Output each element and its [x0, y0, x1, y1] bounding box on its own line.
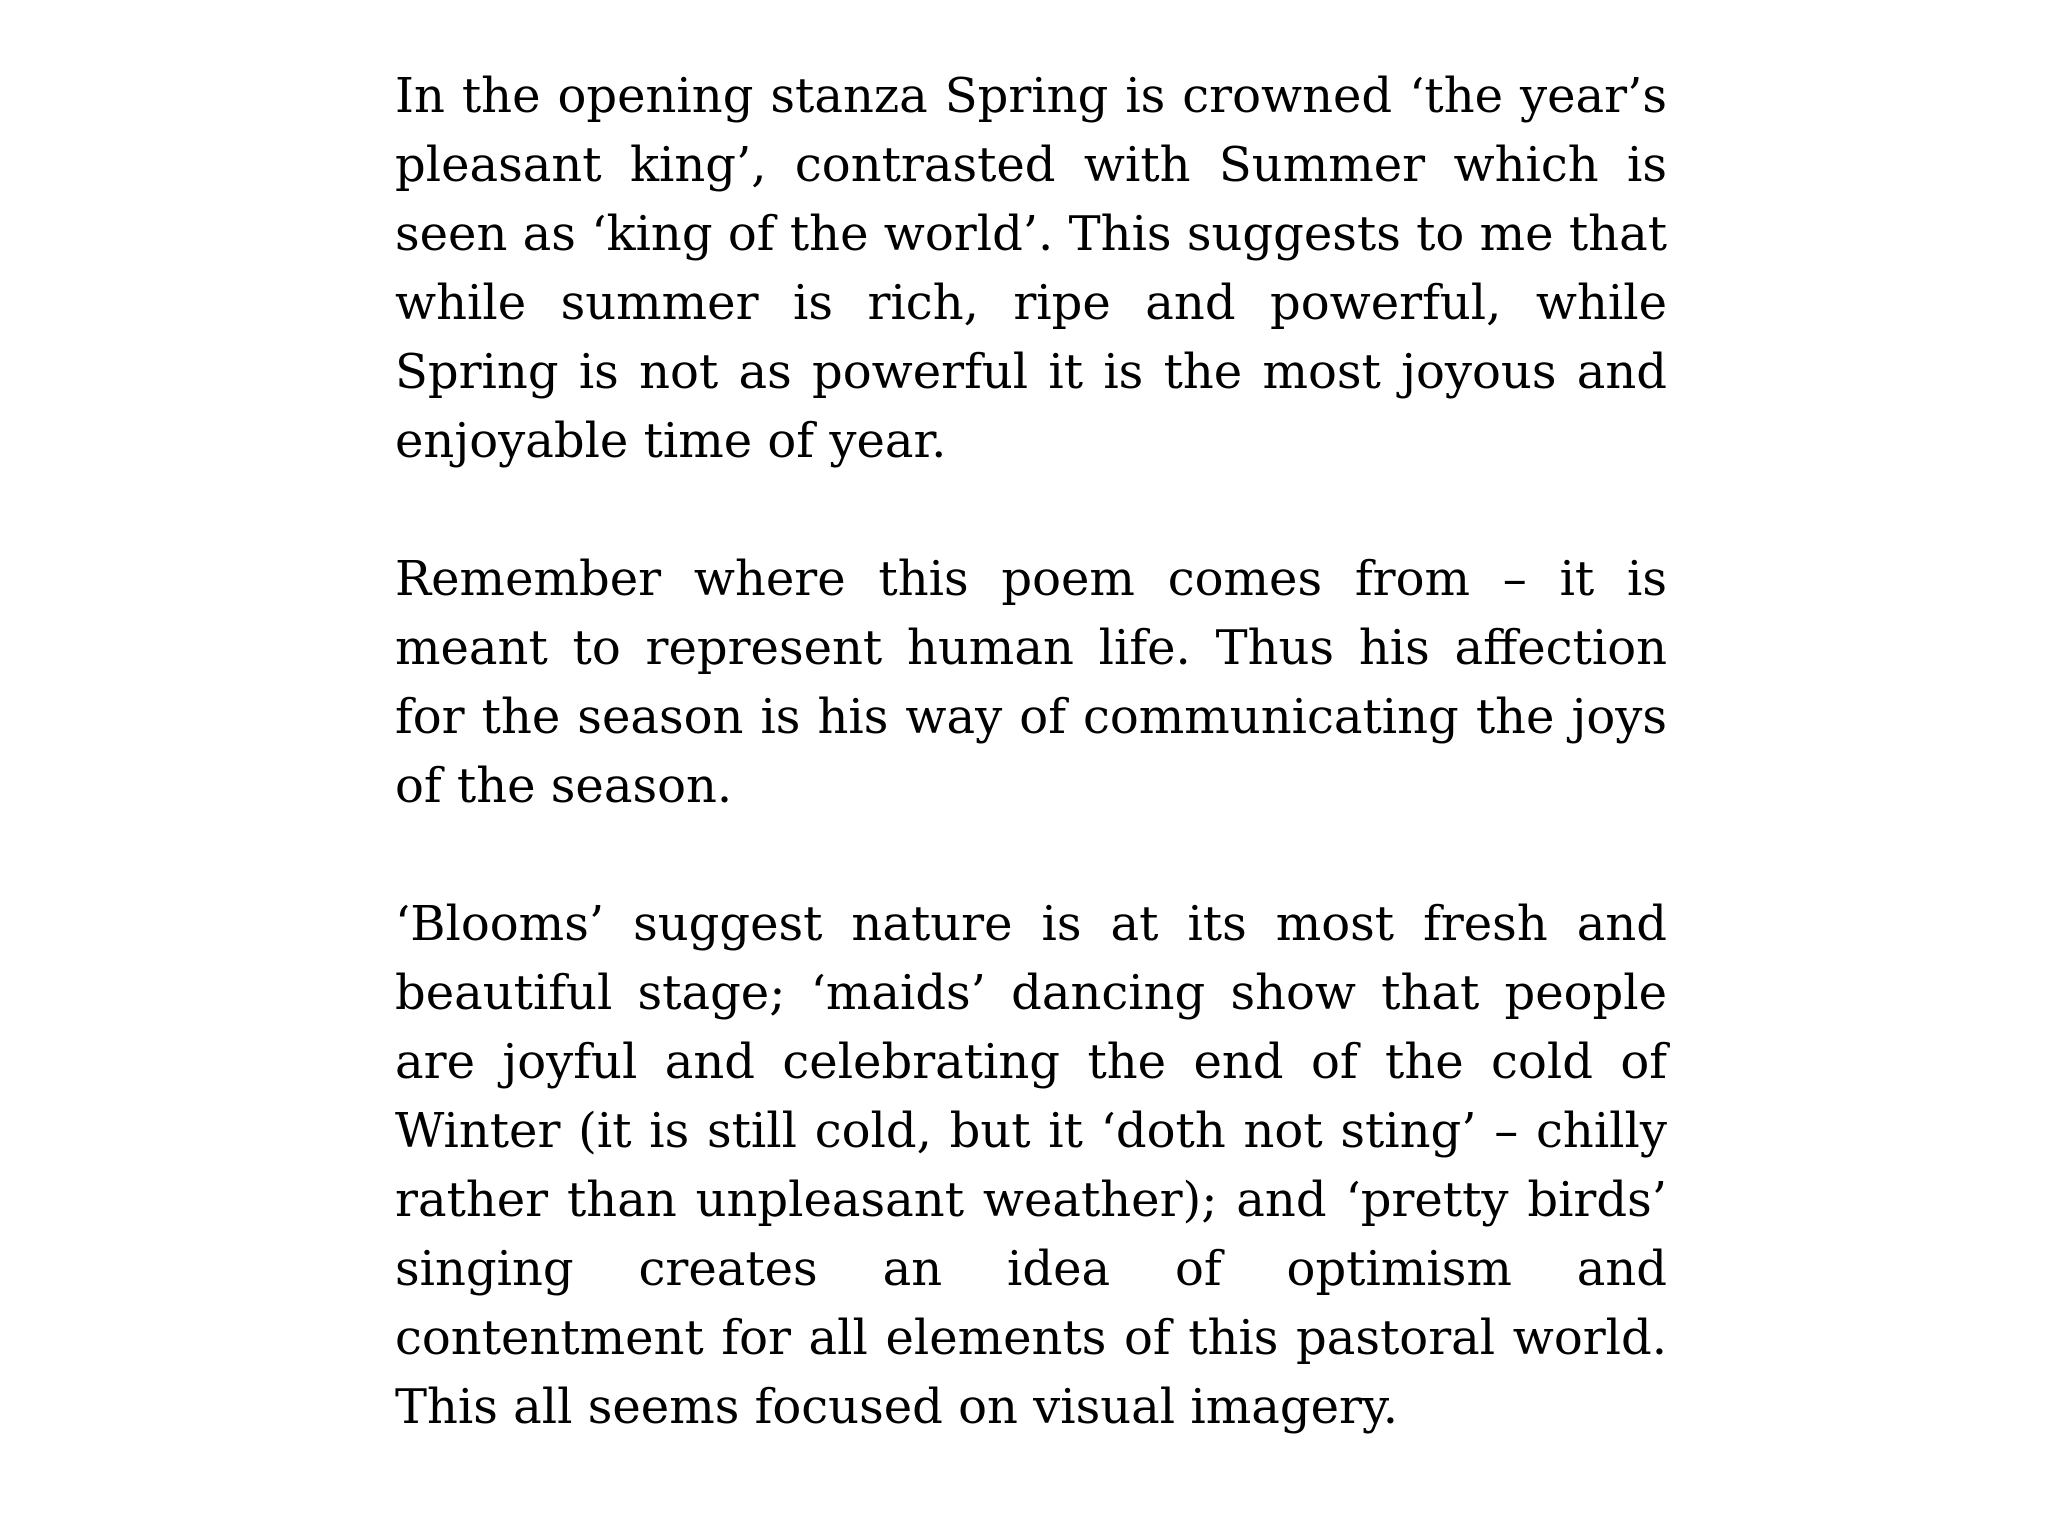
body-text	[395, 62, 1667, 1442]
paragraph-3: ‘Blooms’ suggest nature is at its most fresh and beautiful stage; ‘maids’ dancing show that people are joyful and celebrating the end of the cold of Winter (it is still cold, but it ‘doth not sting’ – chilly rather than unpleasant weather); and ‘pretty birds’ singing creates an idea of optimism and contentment for all elements of this pastoral world. This all seems focused on visual imagery.	[395, 896, 1667, 1435]
paragraph-1: In the opening stanza Spring is crowned ‘the year’s pleasant king’, contrasted with Summer which is seen as ‘king of the world’. This suggests to me that while summer is rich, ripe and powerful, while Spring is not as powerful it is the most joyous and enjoyable time of year.	[395, 68, 1667, 469]
paragraph-2: Remember where this poem comes from – it is meant to represent human life. Thus his affection for the season is his way of communicating the joys of the season.	[395, 551, 1667, 814]
